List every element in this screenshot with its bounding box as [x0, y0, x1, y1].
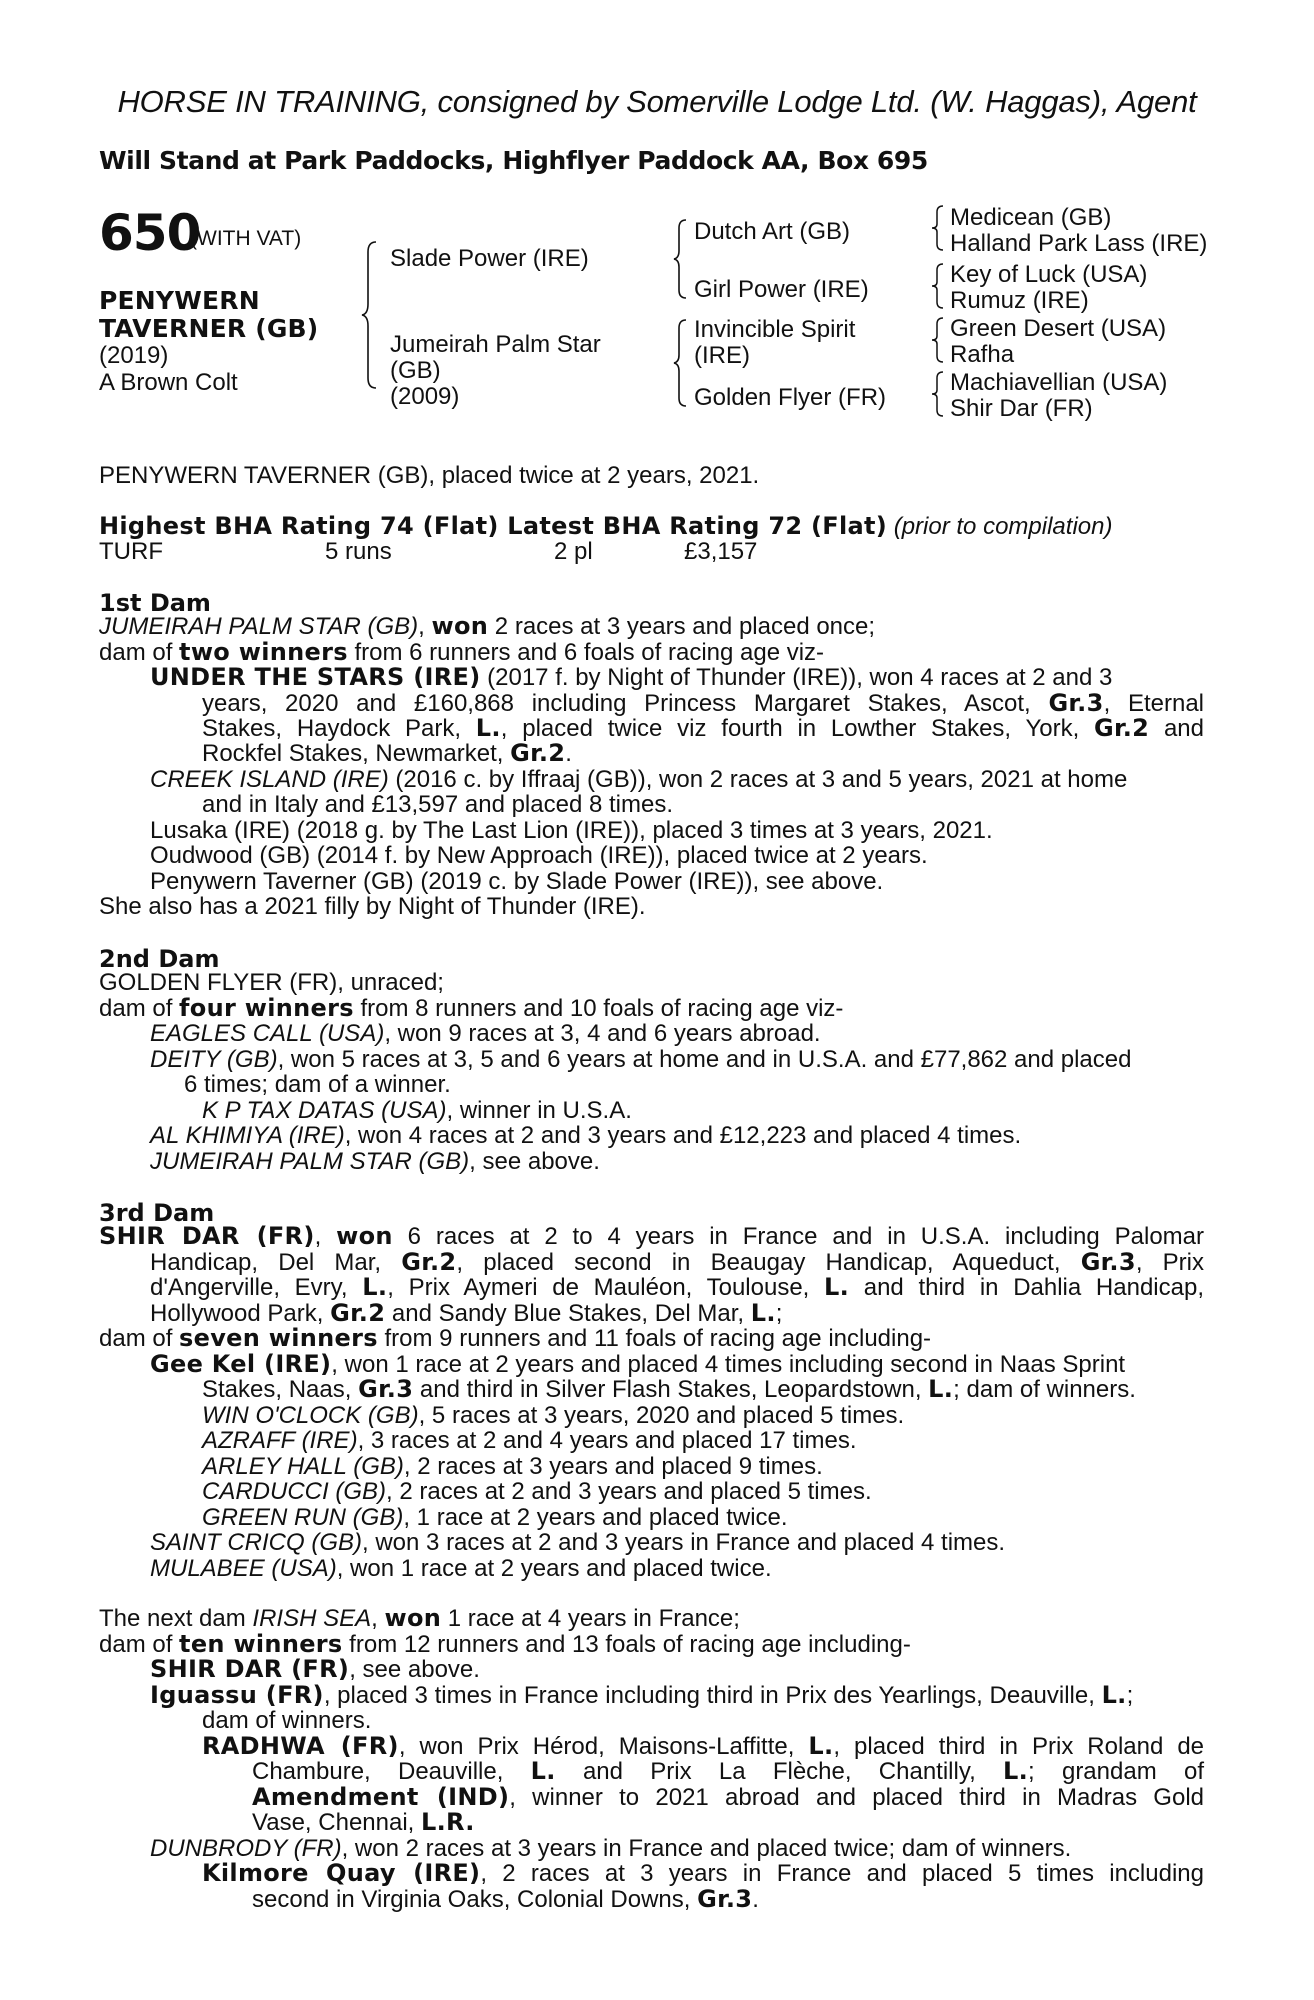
third-dam-heading: 3rd Dam	[99, 1199, 215, 1227]
dam-continuation	[150, 1250, 1204, 1275]
text: , placed second in Beaugay Handicap, Aqueduct,	[456, 1249, 1081, 1276]
next-dam-line	[99, 1606, 1204, 1631]
dam-record: 6 races at 2 to 4 years in France and in U.S.A. including Palomar	[392, 1223, 1204, 1250]
produce-continuation	[202, 1377, 1204, 1402]
pedigree-sire: Slade Power (IRE)	[390, 245, 589, 272]
produce-deity	[150, 1047, 1204, 1072]
produce-shir-dar	[150, 1657, 1204, 1682]
text: d'Angerville, Evry,	[150, 1274, 363, 1301]
grade: Gr.3	[1080, 1248, 1136, 1276]
produce-record: , 3 races at 2 and 4 years and placed 17 times.	[357, 1427, 857, 1454]
produce-record: , won 3 races at 2 and 3 years in France and placed 4 times.	[362, 1529, 1006, 1556]
text: and third in Dahlia Handicap,	[849, 1274, 1204, 1301]
text: ;	[1126, 1682, 1134, 1709]
produce-amendment	[252, 1785, 1204, 1810]
dam-continuation	[150, 1275, 1204, 1300]
produce-green-run	[202, 1505, 1204, 1530]
grade: L.	[928, 1375, 954, 1403]
produce-record: , winner in U.S.A.	[446, 1097, 632, 1124]
produce-record: , won 5 races at 3, 5 and 6 years at home and in U.S.A. and £77,862 and placed	[277, 1046, 1132, 1073]
winners-count: seven winners	[179, 1324, 378, 1352]
produce-name: UNDER THE STARS (IRE)	[150, 663, 481, 691]
grade: Gr.3	[358, 1375, 414, 1403]
produce-name: MULABEE (USA)	[150, 1555, 337, 1582]
produce-eagles-call	[150, 1021, 1204, 1046]
grade: Gr.2	[1094, 714, 1150, 742]
text: dam of	[99, 639, 180, 666]
produce-note: She also has a 2021 filly by Night of Thunder (IRE).	[99, 893, 646, 920]
grade: L.	[475, 714, 501, 742]
produce-continuation: dam of winners.	[202, 1707, 372, 1734]
text: , placed third in Prix Roland de	[833, 1733, 1205, 1760]
horse-name	[99, 287, 318, 343]
rating-note: (prior to compilation)	[893, 513, 1113, 540]
grade: Gr.3	[697, 1885, 753, 1913]
produce-continuation	[252, 1759, 1204, 1784]
won-label: won	[336, 1222, 393, 1250]
produce-name: AZRAFF (IRE)	[202, 1427, 358, 1454]
text: Hollywood Park,	[150, 1300, 331, 1327]
text: Vase, Chennai,	[252, 1809, 421, 1836]
produce-continuation	[252, 1810, 1204, 1835]
next-dam-produce	[99, 1632, 1204, 1657]
text: second in Virginia Oaks, Colonial Downs,	[252, 1886, 698, 1913]
produce-record: , 2 races at 3 years in France and placed 5 times including	[480, 1860, 1204, 1887]
text: ; grandam of	[1028, 1758, 1204, 1785]
produce-lusaka: Lusaka (IRE) (2018 g. by The Last Lion (IRE)), placed 3 times at 3 years, 2021.	[150, 817, 993, 844]
text: from 12 runners and 13 foals of racing age including-	[342, 1631, 911, 1658]
text: from 6 runners and 6 foals of racing age viz-	[347, 639, 825, 666]
produce-record: , 5 races at 3 years, 2020 and placed 5 times.	[418, 1402, 905, 1429]
grade: L.R.	[421, 1808, 475, 1836]
third-dam-line: SHIR DAR (FR), won 6 races at 2 to 4 years in France and in U.S.A. including Palomar	[99, 1222, 1204, 1250]
pedigree-brace-dam	[672, 318, 690, 408]
produce-name: CREEK ISLAND (IRE)	[150, 766, 389, 793]
produce-continuation: and in Italy and £13,597 and placed 8 times.	[202, 791, 673, 818]
text: ,	[371, 1605, 385, 1632]
pedigree-g7: Machiavellian (USA)	[950, 369, 1168, 396]
produce-penywern-taverner: Penywern Taverner (GB) (2019 c. by Slade Power (IRE)), see above.	[150, 868, 884, 895]
dam-record: 1 race at 4 years in France;	[441, 1605, 740, 1632]
produce-continuation	[202, 716, 1204, 741]
produce-dunbrody	[150, 1836, 1204, 1861]
grade: L.	[750, 1299, 776, 1327]
text: dam of	[99, 1325, 180, 1352]
pedigree-sire-dam: Girl Power (IRE)	[694, 276, 869, 303]
text: The next dam	[99, 1605, 253, 1632]
record-earnings: £3,157	[684, 538, 758, 565]
produce-continuation	[252, 1887, 1204, 1912]
produce-record: , see above.	[349, 1656, 480, 1683]
text: dam of	[99, 1631, 180, 1658]
pedigree-brace-g2	[930, 262, 946, 310]
dam-record: 2 races at 3 years and placed once;	[488, 613, 876, 640]
dam-name: SHIR DAR (FR)	[99, 1222, 315, 1250]
text: ;	[775, 1300, 783, 1327]
pedigree-g2: Halland Park Lass (IRE)	[950, 230, 1208, 257]
produce-record: , 2 races at 2 and 3 years and placed 5 times.	[386, 1478, 872, 1505]
winners-count: ten winners	[179, 1630, 343, 1658]
pedigree-sire-sire: Dutch Art (GB)	[694, 218, 851, 245]
pedigree-dam-sire-line1: Invincible Spirit	[694, 316, 856, 343]
consignor-header: HORSE IN TRAINING, consigned by Somerville Lodge Ltd. (W. Haggas), Agent	[117, 84, 1197, 119]
produce-record: , placed 3 times in France including third in Prix des Yearlings, Deauville,	[323, 1682, 1102, 1709]
produce-record: , won 1 race at 2 years and placed 4 times including second in Naas Sprint	[331, 1351, 1126, 1378]
produce-saint-cricq	[150, 1530, 1204, 1555]
grade: L.	[362, 1273, 388, 1301]
grade: L.	[808, 1732, 834, 1760]
produce-name: AL KHIMIYA (IRE)	[150, 1122, 345, 1149]
horse-name-line2: TAVERNER (GB)	[99, 314, 319, 343]
produce-continuation	[202, 741, 1204, 766]
pedigree-brace-main	[360, 240, 380, 390]
winners-count: two winners	[179, 638, 348, 666]
won-label: won	[431, 612, 489, 640]
produce-name: DEITY (GB)	[150, 1046, 278, 1073]
pedigree-g1: Medicean (GB)	[950, 204, 1112, 231]
produce-name: RADHWA (FR)	[202, 1732, 399, 1760]
produce-gee-kel	[150, 1352, 1204, 1377]
grade: L.	[530, 1757, 556, 1785]
dam-name: JUMEIRAH PALM STAR (GB)	[99, 613, 419, 640]
produce-name: EAGLES CALL (USA)	[150, 1020, 385, 1047]
produce-jumeirah-palm-star	[150, 1149, 1204, 1174]
second-dam-heading: 2nd Dam	[99, 945, 220, 973]
produce-name: Gee Kel (IRE)	[150, 1350, 332, 1378]
produce-carducci	[202, 1479, 1204, 1504]
produce-win-oclock	[202, 1403, 1204, 1428]
produce-record: , see above.	[469, 1148, 600, 1175]
text: from 9 runners and 11 foals of racing age including-	[377, 1325, 932, 1352]
produce-record: , 2 races at 3 years and placed 9 times.	[403, 1453, 823, 1480]
produce-name: GREEN RUN (GB)	[202, 1504, 404, 1531]
produce-name: Kilmore Quay (IRE)	[202, 1859, 481, 1887]
rating-text: Highest BHA Rating 74 (Flat) Latest BHA Rating 72 (Flat)	[99, 512, 888, 540]
produce-name: SAINT CRICQ (GB)	[150, 1529, 363, 1556]
produce-name: ARLEY HALL (GB)	[202, 1453, 404, 1480]
pedigree-dam-sire-line2: (IRE)	[694, 342, 750, 369]
produce-name: WIN O'CLOCK (GB)	[202, 1402, 419, 1429]
produce-record: , winner to 2021 abroad and placed third in Madras Gold	[509, 1784, 1205, 1811]
pedigree-g8: Shir Dar (FR)	[950, 395, 1093, 422]
pedigree-brace-g1	[930, 204, 946, 252]
horse-name-line1: PENYWERN	[99, 286, 260, 315]
text: and Sandy Blue Stakes, Del Mar,	[385, 1300, 751, 1327]
pedigree-dam-line2: (GB)	[390, 357, 441, 384]
produce-creek-island	[150, 767, 1204, 792]
winners-count: four winners	[179, 994, 354, 1022]
produce-record: , 1 race at 2 years and placed twice.	[403, 1504, 788, 1531]
foaling-year: (2019)	[99, 342, 169, 369]
stand-location: Will Stand at Park Paddocks, Highflyer Paddock AA, Box 695	[99, 146, 928, 175]
produce-record: , won 1 race at 2 years and placed twice.	[336, 1555, 772, 1582]
pedigree-g4: Rumuz (IRE)	[950, 287, 1089, 314]
first-dam-produce	[99, 640, 1204, 665]
produce-continuation	[202, 691, 1204, 716]
text: and Prix La Flèche, Chantilly,	[555, 1758, 1004, 1785]
pedigree-dam-dam: Golden Flyer (FR)	[694, 384, 887, 411]
text: and third in Silver Flash Stakes, Leopardstown,	[413, 1376, 929, 1403]
text: , Prix	[1135, 1249, 1205, 1276]
grade: L.	[1003, 1757, 1029, 1785]
produce-oudwood: Oudwood (GB) (2014 f. by New Approach (IRE)), placed twice at 2 years.	[150, 842, 928, 869]
pedigree-g5: Green Desert (USA)	[950, 315, 1167, 342]
pedigree-brace-g3	[930, 316, 946, 364]
produce-record: , won 9 races at 3, 4 and 6 years abroad.	[384, 1020, 821, 1047]
lot-number: 650	[99, 204, 201, 262]
bha-rating	[99, 514, 1204, 539]
text: years, 2020 and £160,868 including Princess Margaret Stakes, Ascot,	[202, 690, 1049, 717]
text: , Eternal	[1103, 690, 1204, 717]
record-placed: 2 pl	[554, 538, 593, 565]
produce-continuation: 6 times; dam of a winner.	[184, 1071, 451, 1098]
produce-under-the-stars	[150, 665, 1204, 690]
text: Stakes, Haydock Park,	[202, 715, 476, 742]
vat-note: (WITH VAT)	[190, 227, 302, 250]
text: Handicap, Del Mar,	[150, 1249, 402, 1276]
text: dam of	[99, 995, 180, 1022]
produce-name: SHIR DAR (FR)	[150, 1655, 350, 1683]
produce-record: , won Prix Hérod, Maisons-Laffitte,	[398, 1733, 809, 1760]
racing-summary: PENYWERN TAVERNER (GB), placed twice at 2 years, 2021.	[99, 462, 760, 489]
text: , placed twice viz fourth in Lowther Stakes, York,	[500, 715, 1095, 742]
first-dam-line: JUMEIRAH PALM STAR (GB), won 2 races at 3 years and placed once;	[99, 612, 876, 640]
produce-arley-hall	[202, 1454, 1204, 1479]
produce-name: Iguassu (FR)	[150, 1681, 324, 1709]
produce-azraff	[202, 1428, 1204, 1453]
grade: L.	[1101, 1681, 1127, 1709]
pedigree-g6: Rafha	[950, 341, 1015, 368]
produce-iguassu	[150, 1683, 1204, 1708]
grade: L.	[824, 1273, 850, 1301]
text: .	[565, 740, 572, 767]
text: .	[752, 1886, 759, 1913]
produce-record: , won 2 races at 3 years in France and placed twice; dam of winners.	[341, 1835, 1072, 1862]
record-runs: 5 runs	[325, 538, 392, 565]
text: , Prix Aymeri de Mauléon, Toulouse,	[387, 1274, 825, 1301]
record-surface: TURF	[99, 538, 163, 565]
dam-continuation	[150, 1301, 1204, 1326]
grade: Gr.2	[330, 1299, 386, 1327]
produce-al-khimiya	[150, 1123, 1204, 1148]
text: from 8 runners and 10 foals of racing age viz-	[353, 995, 844, 1022]
produce-name: DUNBRODY (FR)	[150, 1835, 342, 1862]
produce-record: (2016 c. by Iffraaj (GB)), won 2 races at 3 and 5 years, 2021 at home	[388, 766, 1128, 793]
grade: Gr.2	[401, 1248, 457, 1276]
text: ; dam of winners.	[953, 1376, 1136, 1403]
second-dam-line: GOLDEN FLYER (FR), unraced;	[99, 969, 444, 996]
produce-kilmore-quay	[202, 1861, 1204, 1886]
grade: Gr.3	[1048, 689, 1104, 717]
third-dam-produce	[99, 1326, 1204, 1351]
produce-kp-tax-datas	[202, 1098, 1204, 1123]
won-label: won	[384, 1604, 442, 1632]
produce-mulabee	[150, 1556, 1204, 1581]
second-dam-produce	[99, 996, 1204, 1021]
dam-name: IRISH SEA	[252, 1605, 372, 1632]
produce-radhwa	[202, 1734, 1204, 1759]
pedigree-brace-g4	[930, 370, 946, 418]
horse-description: A Brown Colt	[99, 369, 238, 396]
pedigree-g3: Key of Luck (USA)	[950, 261, 1148, 288]
text: Stakes, Naas,	[202, 1376, 359, 1403]
text: and	[1149, 715, 1204, 742]
produce-name: Amendment (IND)	[252, 1783, 510, 1811]
text: Chambure, Deauville,	[252, 1758, 531, 1785]
text: Rockfel Stakes, Newmarket,	[202, 740, 511, 767]
produce-record: , won 4 races at 2 and 3 years and £12,223 and placed 4 times.	[344, 1122, 1022, 1149]
pedigree-dam-line3: (2009)	[390, 383, 460, 410]
produce-name: K P TAX DATAS (USA)	[202, 1097, 447, 1124]
produce-name: CARDUCCI (GB)	[202, 1478, 386, 1505]
pedigree-dam-line1: Jumeirah Palm Star	[390, 331, 601, 358]
produce-name: JUMEIRAH PALM STAR (GB)	[150, 1148, 470, 1175]
first-dam-heading: 1st Dam	[99, 589, 211, 617]
pedigree-brace-sire	[672, 218, 690, 300]
produce-record: (2017 f. by Night of Thunder (IRE)), won 4 races at 2 and 3	[480, 664, 1113, 691]
grade: Gr.2	[510, 739, 566, 767]
